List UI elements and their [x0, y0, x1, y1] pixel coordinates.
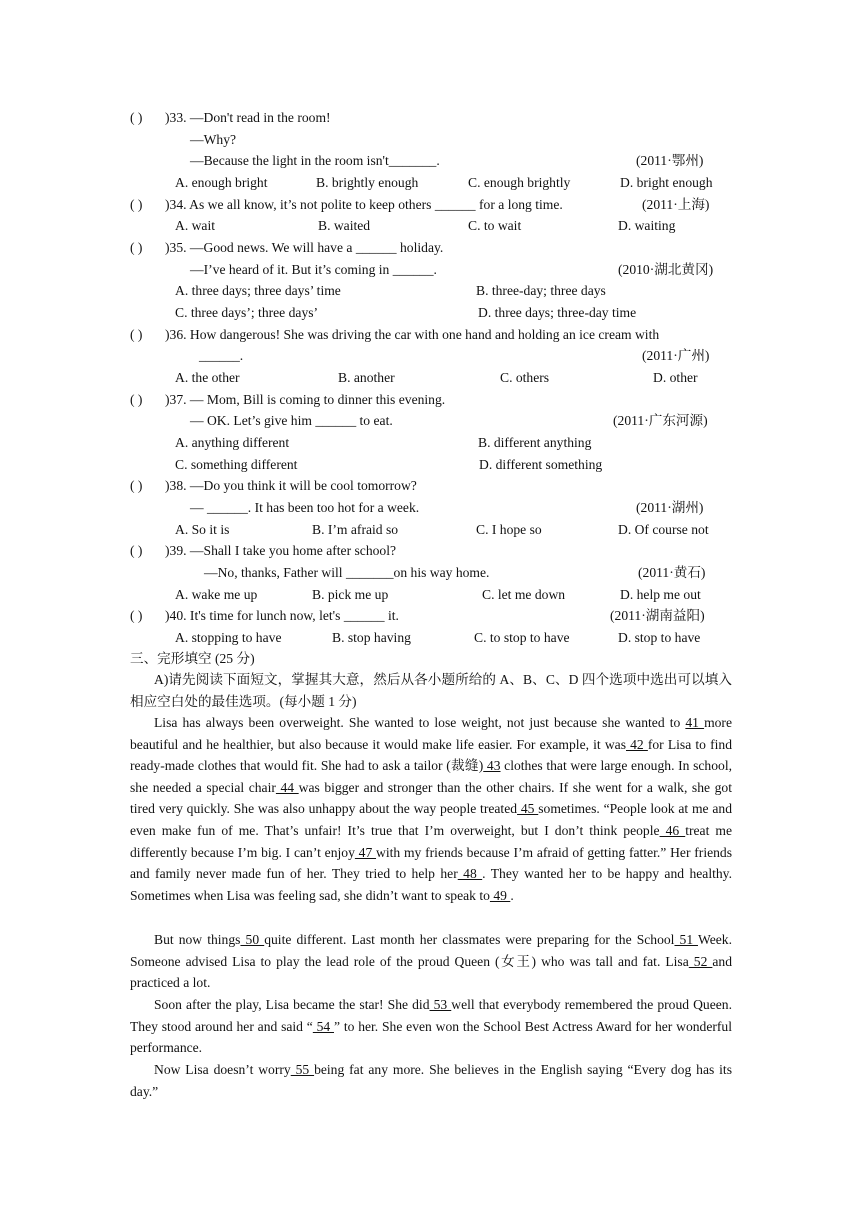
- option-35-a: A. three days; three days’ time: [175, 283, 341, 298]
- question-38-source: (2011·湖州): [636, 500, 704, 515]
- option-38-a: A. So it is: [175, 522, 230, 537]
- question-35-text: )35. —Good news. We will have a ______ holiday.: [165, 240, 444, 255]
- question-35-line: —I’ve heard of it. But it’s coming in ______.: [190, 262, 437, 277]
- question-38-line: — ______. It has been too hot for a week.: [190, 500, 420, 515]
- option-35-b: B. three-day; three days: [476, 283, 606, 298]
- paren-35: ( ): [130, 240, 143, 255]
- option-33-a: A. enough bright: [175, 175, 268, 190]
- option-39-d: D. help me out: [620, 587, 701, 602]
- option-33-d: D. bright enough: [620, 175, 713, 190]
- question-37-line: — OK. Let’s give him ______ to eat.: [190, 413, 393, 428]
- question-37-text: )37. — Mom, Bill is coming to dinner this evening.: [165, 392, 446, 407]
- section-title: 三、完形填空 (25 分): [130, 651, 255, 666]
- blank-54: 54: [312, 1018, 334, 1034]
- question-34-source: (2011·上海): [642, 197, 710, 212]
- question-35-source: (2010·湖北黄冈): [618, 262, 714, 277]
- blank-55: 55: [290, 1062, 315, 1077]
- option-35-d: D. three days; three-day time: [478, 305, 637, 320]
- option-36-d: D. other: [653, 370, 698, 385]
- paren-37: ( ): [130, 392, 143, 407]
- question-39-source: (2011·黄石): [638, 565, 706, 580]
- instruction: A)请先阅读下面短文，掌握其大意，然后从各小题所给的 A、B、C、D 四个选项中选出可以填入相应空白处的最佳选项。(每小题 1 分): [130, 672, 732, 709]
- paren-36: ( ): [130, 327, 143, 342]
- question-39-line: —No, thanks, Father will _______on his way home.: [204, 565, 490, 580]
- blank-42: 42: [625, 736, 648, 752]
- question-37-source: (2011·广东河源): [613, 413, 708, 428]
- option-39-c: C. let me down: [482, 587, 566, 602]
- blank-43: 43: [483, 758, 501, 774]
- option-36-c: C. others: [500, 370, 550, 385]
- paren-39: ( ): [130, 543, 143, 558]
- option-37-c: C. something different: [175, 457, 298, 472]
- blank-52: 52: [688, 953, 713, 969]
- question-36-line: ______.: [199, 348, 244, 363]
- option-40-d: D. stop to have: [618, 630, 701, 645]
- question-33-line: —Why?: [190, 132, 237, 147]
- blank-49: 49: [489, 887, 511, 903]
- option-39-b: B. pick me up: [312, 587, 389, 602]
- option-33-b: B. brightly enough: [316, 175, 419, 190]
- question-36-source: (2011·广州): [642, 348, 710, 363]
- question-33-line: —Because the light in the room isn't_______.: [190, 153, 440, 168]
- option-38-b: B. I’m afraid so: [312, 522, 399, 537]
- paren-34: ( ): [130, 197, 143, 212]
- blank-53: 53: [429, 997, 452, 1012]
- option-39-a: A. wake me up: [175, 587, 258, 602]
- paren-38: ( ): [130, 478, 143, 493]
- question-33-source: (2011·鄂州): [636, 153, 704, 168]
- question-33-num: )33. —Don't read in the room!: [165, 110, 331, 125]
- blank-44: 44: [275, 779, 299, 795]
- option-36-b: B. another: [338, 370, 395, 385]
- option-38-d: D. Of course not: [618, 522, 709, 537]
- option-33-c: C. enough brightly: [468, 175, 571, 190]
- option-40-c: C. to stop to have: [474, 630, 570, 645]
- question-38-text: )38. —Do you think it will be cool tomorrow?: [165, 478, 417, 493]
- passage-paragraph-3: Soon after the play, Lisa became the star! She did 53 well that everybody remembered the proud Queen. They stood around her and said “ 54 ” to her. She even won the School Best Actress Award for her wonderful performance.: [130, 997, 732, 1056]
- blank-45: 45: [517, 801, 539, 817]
- question-34-text: )34. As we all know, it’s not polite to keep others ______ for a long time.: [165, 197, 563, 212]
- option-37-b: B. different anything: [478, 435, 592, 450]
- option-36-a: A. the other: [175, 370, 240, 385]
- blank-46: 46: [659, 822, 686, 838]
- question-39-text: )39. —Shall I take you home after school?: [165, 543, 397, 558]
- option-38-c: C. I hope so: [476, 522, 542, 537]
- passage-paragraph-1: Lisa has always been overweight. She wanted to lose weight, not just because she wanted to 41 more beautiful and he healthier, but also because it would make life easier. For example, it was 42 for Lisa to find ready-made clothes that would fit. She had to ask a tailor (裁缝) 43 clothes that were large enough. In school, she needed a special chair 44 was bigger and stronger than the other chairs. If she went for a walk, she got tired very quickly. She was also unhappy about the way people treated 45 sometimes. “People look at me and even make fun of me. That’s unfair! It’s true that I’m overweight, but I don’t think people 46 treat me differently because I’m big. I can’t enjoy 47 with my friends because I’m afraid of getting fatter.” Her friends and family never made fun of her. They tried to help her 48 . They wanted her to be happy and healthy. Sometimes when Lisa was feeling sad, she didn’t want to speak to 49 .: [130, 715, 733, 903]
- blank-51: 51: [674, 932, 698, 947]
- passage-paragraph-2: But now things 50 quite different. Last month her classmates were preparing for the School 51 Week. Someone advised Lisa to play the lead role of the proud Queen (女王) who was tall and fat. Lisa 52 and practiced a lot.: [130, 932, 733, 991]
- option-40-a: A. stopping to have: [175, 630, 282, 645]
- passage-paragraph-4: Now Lisa doesn’t worry 55 being fat any more. She believes in the English saying “Every dog has its day.”: [130, 1062, 732, 1099]
- option-34-c: C. to wait: [468, 218, 522, 233]
- option-34-d: D. waiting: [618, 218, 676, 233]
- question-36-text: )36. How dangerous! She was driving the car with one hand and holding an ice cream with: [165, 327, 660, 342]
- option-40-b: B. stop having: [332, 630, 411, 645]
- blank-48: 48: [457, 866, 483, 882]
- paren-33: ( ): [130, 110, 143, 125]
- blank-47: 47: [354, 844, 377, 860]
- blank-50: 50: [240, 932, 265, 947]
- option-35-c: C. three days’; three days’: [175, 305, 319, 320]
- option-37-d: D. different something: [479, 457, 603, 472]
- question-40-text: )40. It's time for lunch now, let's ______ it.: [165, 608, 399, 623]
- paren-40: ( ): [130, 608, 143, 623]
- option-34-b: B. waited: [318, 218, 371, 233]
- blank-41: 41: [685, 715, 705, 730]
- option-37-a: A. anything different: [175, 435, 290, 450]
- question-40-source: (2011·湖南益阳): [610, 608, 705, 623]
- option-34-a: A. wait: [175, 218, 216, 233]
